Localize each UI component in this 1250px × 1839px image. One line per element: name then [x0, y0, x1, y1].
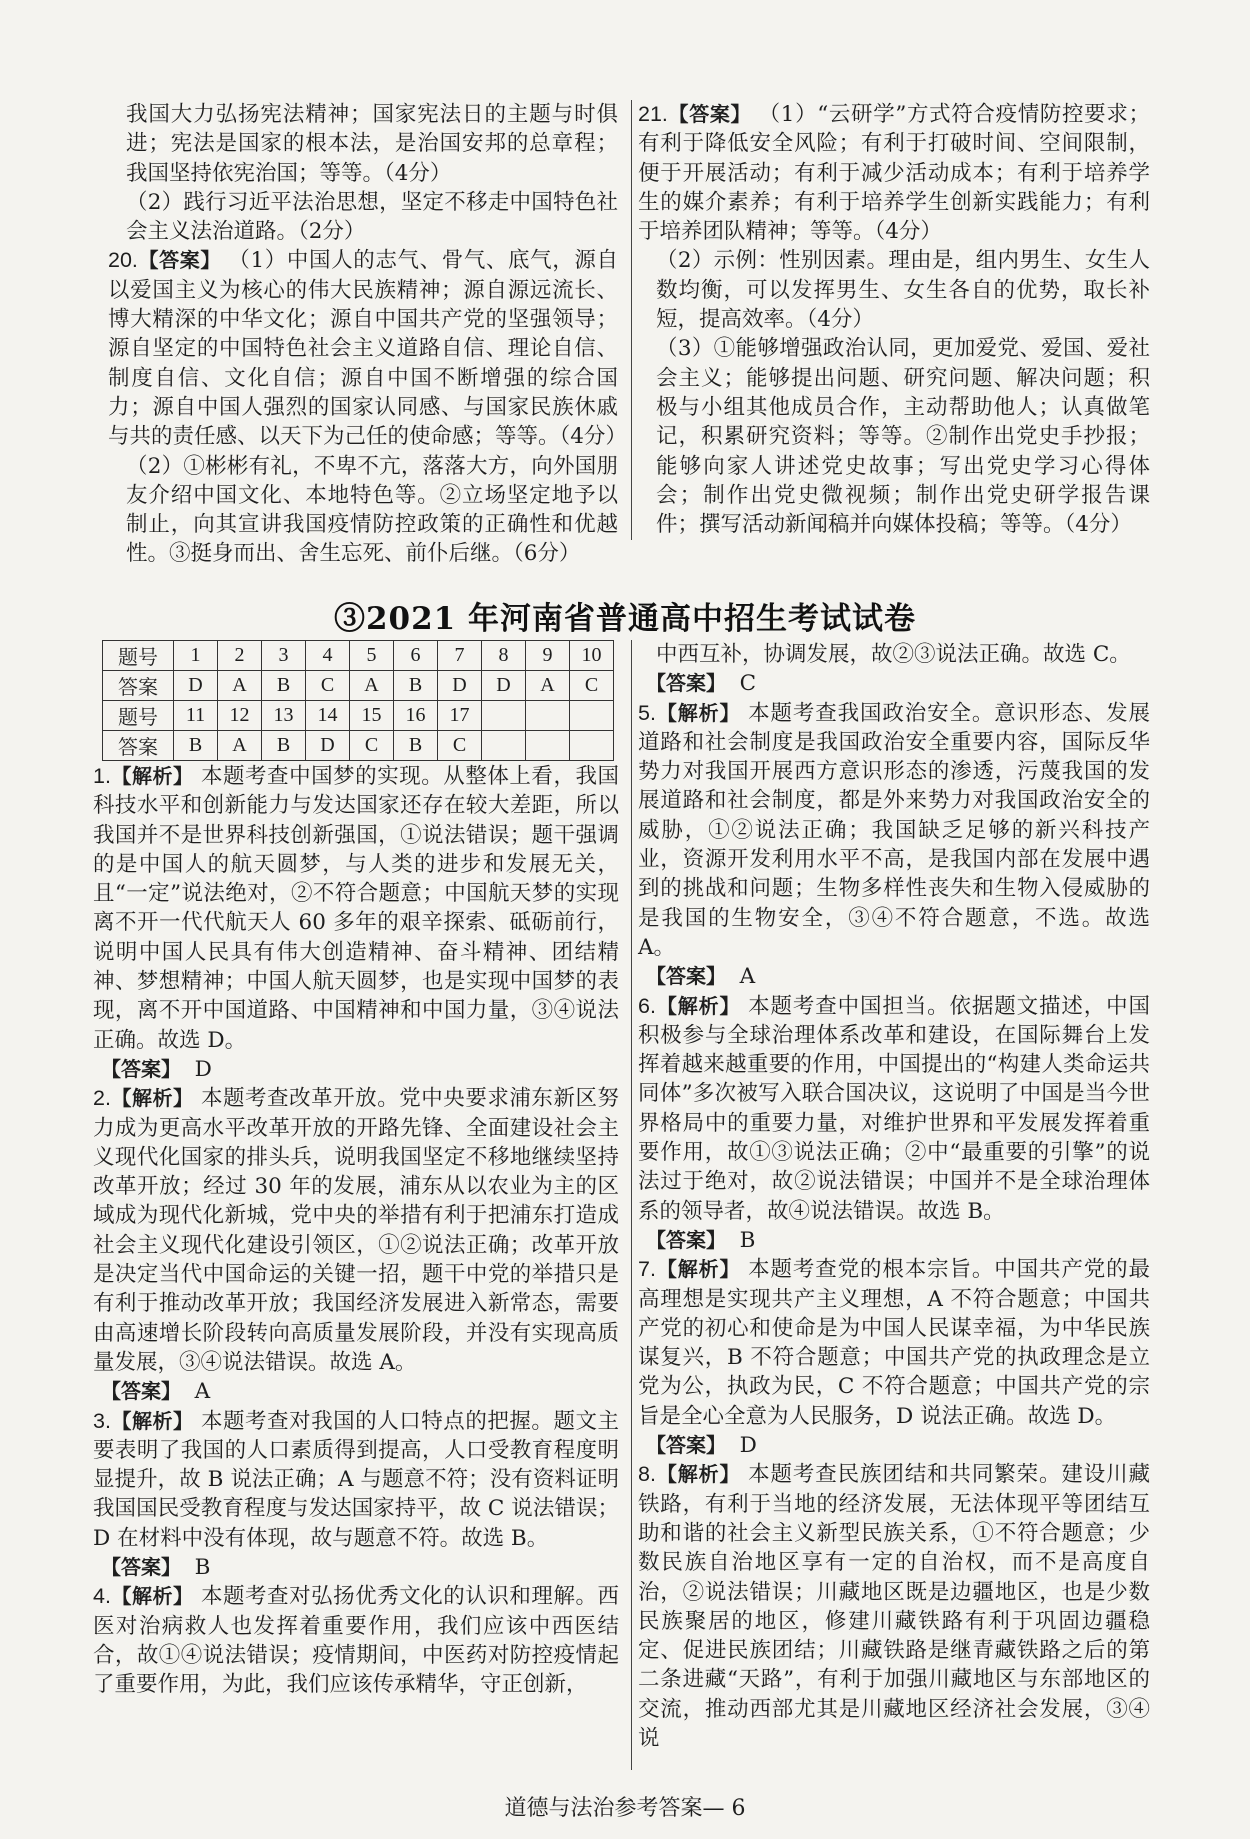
table-row — [103, 641, 614, 671]
analysis-text: 本题考查党的根本宗旨。中国共产党的最高理想是实现共产主义理想，A 不符合题意；中国共产党的初心和使命是为中国人民谋幸福，为中华民族谋复兴，B 不符合题意；中国共产党的执政理念是立党为公，执政为民，C 不符合题意；中国共产党的宗旨是全心全意为人民服务，D 说法正确。故选 D。 — [638, 1257, 1150, 1429]
answer-tag: 【答案】 — [646, 964, 726, 989]
cell: 14 — [306, 701, 350, 731]
question-number: 8. — [638, 1462, 656, 1487]
analysis-text: 本题考查对弘扬优秀文化的认识和理解。西医对治病救人也发挥着重要作用，我们应该中西医结合，故①④说法错误；疫情期间，中医药对防控疫情起了重要作用，为此，我们应该传承精华，守正创新， — [93, 1584, 619, 1698]
answer-tag: 【答案】 — [101, 1379, 181, 1404]
analysis-tag: 【解析】 — [110, 1408, 194, 1433]
row-label: 答案 — [103, 671, 174, 701]
analysis-text: 本题考查改革开放。党中央要求浦东新区努力成为更高水平改革开放的开路先锋、全面建设社会主义现代化国家的排头兵，说明我国坚定不移地继续坚持改革开放；经过 30 年的发展，浦东从以农业为主的区域成为现代化新城，党中央的举措有利于把浦东打造成社会主义现代化建设引领区，①②说法正确；改革开放是决定当代中国命运的关键一招，题干中党的举措只是有利于推动改革开放；我国经济发展进入新常态，需要由高速增长阶段转向高质量发展阶段，并没有实现高质量发展，③④说法错误。故选 A。 — [93, 1086, 619, 1375]
question-number: 20. — [108, 248, 138, 273]
answer-tag: 【答案】 — [101, 1056, 181, 1081]
cell: D — [174, 671, 218, 701]
answer-value: D — [739, 1433, 757, 1459]
question-3 — [93, 1407, 619, 1553]
cell: 13 — [262, 701, 306, 731]
cell: B — [262, 671, 306, 701]
analysis-text: 本题考查民族团结和共同繁荣。建设川藏铁路，有利于当地的经济发展，无法体现平等团结互助和谐的社会主义新型民族关系，①不符合题意；少数民族自治地区享有一定的自治权，而不是高度自治，②说法错误；川藏地区既是边疆地区，也是少数民族聚居的地区，修建川藏铁路有利于巩固边疆稳定、促进民族团结；川藏铁路是继青藏铁路之后的第二条进藏“天路”，有利于加强川藏地区与东部地区的交流，推动西部尤其是川藏地区经济社会发展，③④说 — [638, 1462, 1150, 1751]
bottom-right-column — [638, 640, 1150, 1753]
row-label: 题号 — [103, 641, 174, 671]
cell: D — [306, 731, 350, 761]
cell: 11 — [174, 701, 218, 731]
table-row — [103, 671, 614, 701]
analysis-tag: 【解析】 — [110, 1086, 194, 1111]
cell — [482, 731, 526, 761]
cell: 10 — [570, 641, 614, 671]
question-number: 4. — [93, 1584, 111, 1609]
analysis-tag: 【解析】 — [655, 1462, 741, 1487]
answer-line — [93, 1055, 619, 1084]
bottom-left-column — [93, 762, 619, 1700]
question-21 — [638, 100, 1150, 246]
cell: C — [570, 671, 614, 701]
table-row — [103, 701, 614, 731]
question-2 — [93, 1084, 619, 1377]
cell: 7 — [438, 641, 482, 671]
analysis-tag: 【解析】 — [110, 764, 194, 788]
question-7 — [638, 1255, 1150, 1431]
question-5 — [638, 699, 1150, 963]
cell: 12 — [218, 701, 262, 731]
cell: A — [218, 731, 262, 761]
cell: 1 — [174, 641, 218, 671]
answer-line — [93, 1553, 619, 1582]
paragraph: 我国大力弘扬宪法精神；国家宪法日的主题与时俱进；宪法是国家的根本法，是治国安邦的总章程；我国坚持依宪治国；等等。（4分） — [126, 102, 618, 186]
answer-line — [638, 1226, 1150, 1255]
analysis-tag: 【解析】 — [655, 700, 741, 725]
question-6 — [638, 992, 1150, 1226]
answer-line — [638, 962, 1150, 991]
answer-line — [93, 1377, 619, 1406]
cell: B — [394, 731, 438, 761]
answer-value: A — [194, 1379, 211, 1405]
cell: 9 — [526, 641, 570, 671]
paragraph: （2）①彬彬有礼，不卑不亢，落落大方，向外国朋友介绍中国文化、本地特色等。②立场坚定地予以制止，向其宣讲我国疫情防控政策的正确性和优越性。③挺身而出、舍生忘死、前仆后继。（6分） — [126, 453, 618, 567]
analysis-text: 本题考查对我国的人口特点的把握。题文主要表明了我国的人口素质得到提高，人口受教育程度明显提升，故 B 说法正确；A 与题意不符；没有资料证明我国国民受教育程度与发达国家持平，故 C 说法错误；D 在材料中没有体现，故与题意不符。故选 B。 — [93, 1408, 619, 1551]
paragraph: （2）示例：性别因素。理由是，组内男生、女生人数均衡，可以发挥男生、女生各自的优势，取长补短，提高效率。（4分） — [656, 248, 1150, 333]
paragraph: （2）践行习近平法治思想，坚定不移走中国特色社会主义法治道路。（2分） — [126, 189, 618, 245]
cell: 5 — [350, 641, 394, 671]
question-4 — [93, 1582, 619, 1699]
question-number: 1. — [93, 764, 111, 788]
cell: 16 — [394, 701, 438, 731]
cell — [482, 701, 526, 731]
cell: B — [174, 731, 218, 761]
answer-line — [638, 1431, 1150, 1460]
cell: 8 — [482, 641, 526, 671]
cell — [526, 731, 570, 761]
answer-tag: 【答案】 — [646, 1227, 726, 1252]
question-number: 3. — [93, 1408, 111, 1433]
analysis-text: 本题考查中国担当。依据题文描述，中国积极参与全球治理体系改革和建设，在国际舞台上发挥着越来越重要的作用，中国提出的“构建人类命运共同体”多次被写入联合国决议，这说明了中国是当今世界格局中的重要力量，对维护世界和平发展发挥着重要作用，故①③说法正确；②中“最重要的引擎”的说法过于绝对，故②说法错误；中国并不是全球治理体系的领导者，故④说法错误。故选 B。 — [638, 993, 1150, 1224]
section-title: ③2021 年河南省普通高中招生考试试卷 — [333, 601, 917, 637]
cell: C — [438, 731, 482, 761]
answer-text: （1）“云研学”方式符合疫情防控要求；有利于降低安全风险；有利于打破时间、空间限制，便于开展活动；有利于减少活动成本；有利于培养学生的媒介素养；有利于培养学生创新实践能力；有利于培养团队精神；等等。（4分） — [638, 102, 1150, 245]
question-number: 6. — [638, 993, 656, 1018]
cell — [570, 731, 614, 761]
question-number: 21. — [638, 102, 668, 126]
row-label: 答案 — [103, 731, 174, 761]
cell — [570, 701, 614, 731]
analysis-tag: 【解析】 — [655, 1257, 741, 1282]
continued-text: 中西互补，协调发展，故②③说法正确。故选 C。 — [656, 642, 1131, 667]
answer-tag: 【答案】 — [137, 248, 221, 273]
paragraph: （3）①能够增强政治认同，更加爱党、爱国、爱社会主义；能够提出问题、研究问题、解决问题；积极与小组其他成员合作，主动帮助他人；认真做笔记，积累研究资料；等等。②制作出党史手抄报；能够向家人讲述党史故事；写出党史学习心得体会；制作出党史微视频；制作出党史研学报告课件；撰写活动新闻稿并向媒体投稿；等等。（4分） — [656, 336, 1150, 538]
row-label: 题号 — [103, 701, 174, 731]
cell: B — [394, 671, 438, 701]
table-row — [103, 731, 614, 761]
column-divider — [631, 100, 632, 540]
answer-tag: 【答案】 — [667, 102, 752, 126]
answer-tag: 【答案】 — [646, 671, 726, 696]
answer-value: A — [739, 964, 756, 990]
answer-line — [638, 669, 1150, 698]
question-number: 5. — [638, 700, 656, 725]
cell: C — [350, 731, 394, 761]
answer-key-table — [102, 640, 614, 761]
answer-tag: 【答案】 — [646, 1433, 726, 1458]
question-number: 7. — [638, 1257, 656, 1282]
cell: 15 — [350, 701, 394, 731]
question-number: 2. — [93, 1086, 111, 1111]
cell: A — [218, 671, 262, 701]
top-left-column — [108, 100, 627, 569]
cell: D — [482, 671, 526, 701]
cell: 6 — [394, 641, 438, 671]
analysis-text: 本题考查中国梦的实现。从整体上看，我国科技水平和创新能力与发达国家还存在较大差距，所以我国并不是世界科技创新强国，①说法错误；题干强调的是中国人的航天圆梦，与人类的进步和发展无关，且“一定”说法绝对，②不符合题意；中国航天梦的实现离不开一代代航天人 60 多年的艰辛探索、砥砺前行，说明中国人民具有伟大创造精神、奋斗精神、团结精神、梦想精神；中国人航天圆梦，也是实现中国梦的表现，离不开中国道路、中国精神和中国力量，③④说法正确。故选 D。 — [93, 764, 619, 1053]
cell — [526, 701, 570, 731]
analysis-text: 本题考查我国政治安全。意识形态、发展道路和社会制度是我国政治安全重要内容，国际反华势力对我国开展西方意识形态的渗透，污蔑我国的发展道路和社会制度，都是外来势力对我国政治安全的威胁，①②说法正确；我国缺乏足够的新兴科技产业，资源开发利用水平不高，是我国内部在发展中遇到的挑战和问题；生物多样性丧失和生物入侵威胁的是我国的生物安全，③④不符合题意，不选。故选 A。 — [638, 700, 1150, 960]
cell: 3 — [262, 641, 306, 671]
column-divider — [631, 640, 632, 1770]
question-20 — [108, 246, 627, 451]
cell: 4 — [306, 641, 350, 671]
page-footer: 道德与法治参考答案— 6 — [504, 1796, 746, 1821]
cell: D — [438, 671, 482, 701]
question-1 — [93, 762, 619, 1055]
cell: 2 — [218, 641, 262, 671]
answer-text: （1）中国人的志气、骨气、底气，源自以爱国主义为核心的伟大民族精神；源自源远流长、博大精深的中华文化；源自中国共产党的坚强领导；源自坚定的中国特色社会主义道路自信、理论自信、制度自信、文化自信；源自中国不断增强的综合国力；源自中国人强烈的国家认同感、与国家民族休戚与共的责任感、以天下为己任的使命感；等等。（4分） — [108, 248, 627, 450]
cell: A — [526, 671, 570, 701]
answer-value: B — [739, 1227, 756, 1253]
question-8 — [638, 1460, 1150, 1753]
cell: A — [350, 671, 394, 701]
cell: C — [306, 671, 350, 701]
answer-value: D — [194, 1056, 212, 1082]
answer-value: B — [194, 1555, 211, 1581]
answer-tag: 【答案】 — [101, 1555, 181, 1580]
analysis-tag: 【解析】 — [655, 993, 741, 1018]
analysis-tag: 【解析】 — [110, 1584, 194, 1609]
answer-value: C — [739, 671, 757, 697]
cell: 17 — [438, 701, 482, 731]
top-right-column — [638, 100, 1150, 539]
cell: B — [262, 731, 306, 761]
